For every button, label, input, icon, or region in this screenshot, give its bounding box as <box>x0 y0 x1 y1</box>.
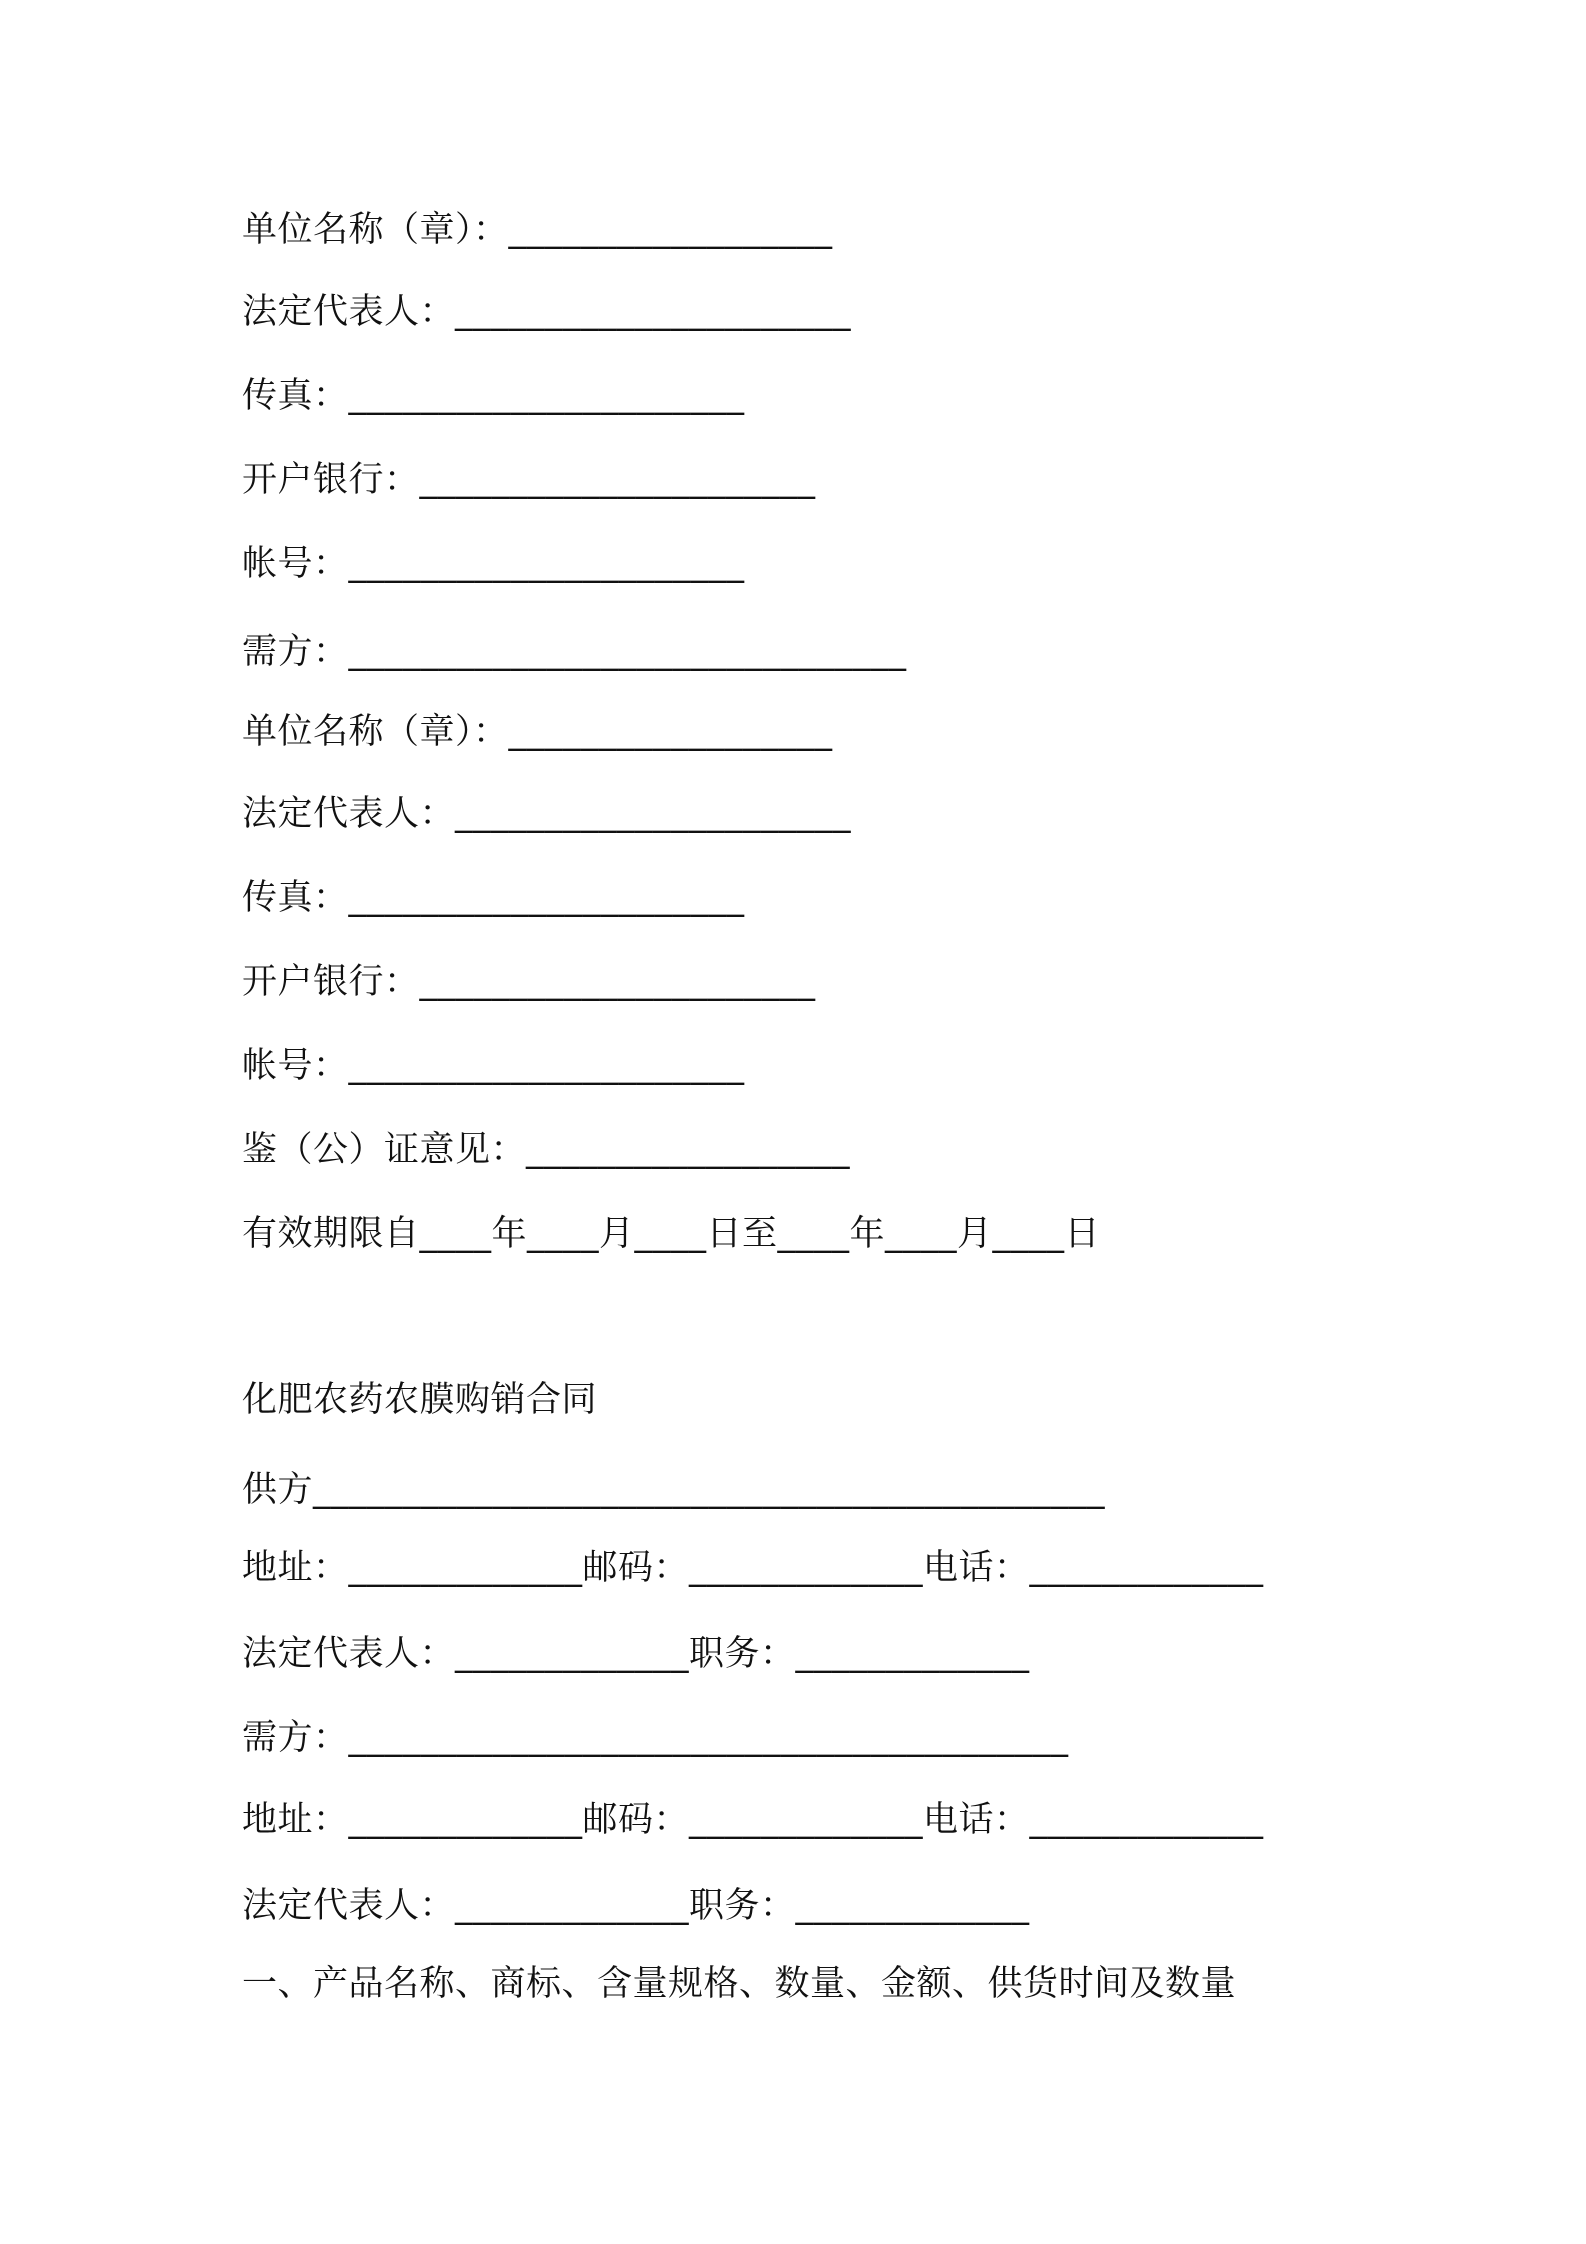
clause-1-heading: 一、产品名称、商标、含量规格、数量、金额、供货时间及数量 <box>242 1964 1237 2004</box>
supplier-field: 供方____________________________________________ <box>242 1470 1106 1510</box>
buyer-rep-field: 法定代表人：_____________职务：_____________ <box>242 1886 1030 1926</box>
fax-field-2: 传真：______________________ <box>242 878 745 918</box>
buyer-field-1: 需方：_______________________________ <box>242 632 907 672</box>
notary-opinion-field: 鉴（公）证意见：__________________ <box>242 1130 851 1170</box>
legal-rep-field-2: 法定代表人：______________________ <box>242 794 852 834</box>
contract-title: 化肥农药农膜购销合同 <box>242 1380 598 1420</box>
supplier-rep-field: 法定代表人：_____________职务：_____________ <box>242 1634 1030 1674</box>
account-field-2: 帐号：______________________ <box>242 1046 745 1086</box>
buyer-address-field: 地址：_____________邮码：_____________电话：_____________ <box>242 1800 1264 1840</box>
validity-period-field: 有效期限自____年____月____日至____年____月____日 <box>242 1214 1101 1254</box>
unit-name-field-2: 单位名称（章）：__________________ <box>242 712 833 752</box>
supplier-address-field: 地址：_____________邮码：_____________电话：_____________ <box>242 1548 1264 1588</box>
bank-field-1: 开户银行：______________________ <box>242 460 816 500</box>
unit-name-field-1: 单位名称（章）：__________________ <box>242 210 833 250</box>
bank-field-2: 开户银行：______________________ <box>242 962 816 1002</box>
account-field-1: 帐号：______________________ <box>242 544 745 584</box>
legal-rep-field-1: 法定代表人：______________________ <box>242 292 852 332</box>
buyer-field-2: 需方：________________________________________ <box>242 1718 1069 1758</box>
fax-field-1: 传真：______________________ <box>242 376 745 416</box>
